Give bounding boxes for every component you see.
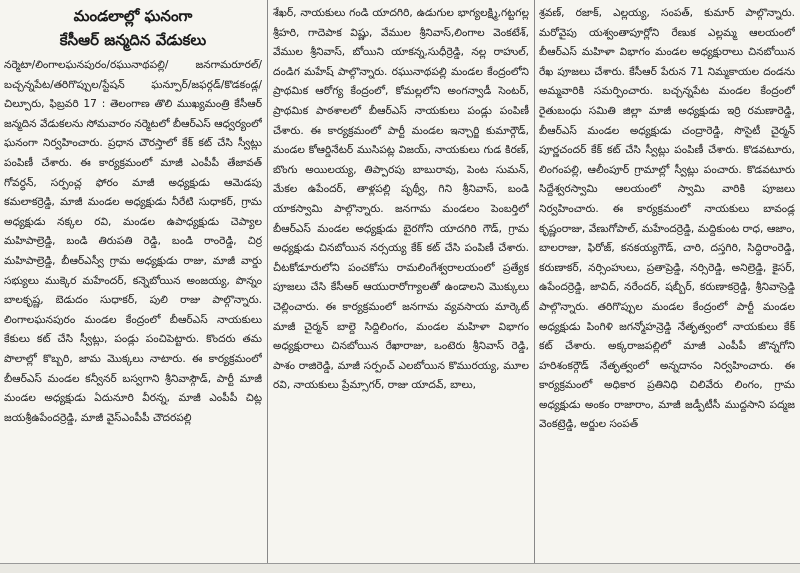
dateline: నర్మెటా/లింగాలఘనపురం/రఘునాథపల్లి/ జనగామరూరల్/బచ్చన్నపేట/తరిగొప్పుల/స్టేషన్ ఘన్పూర్/జఫర్గడ్/కొడకండ్ల/చిల్పూరు, ఫిబ్రవరి 17 : xyxy=(4,59,262,111)
column-divider xyxy=(534,0,535,563)
headline-line-2: కేసీఆర్ జన్మదిన వేడుకలు xyxy=(59,31,207,49)
headline-block xyxy=(4,4,262,52)
article-body-part-1: తెలంగాణ తొలి ముఖ్యమంత్రి కేసీఆర్ జన్మదిన వేడుకలను సోమవారం నర్మెటలో బీఆర్ఎస్ ఆధ్వర్యంలో ఘనంగా నిర్వహించారు. ప్రధాన చౌరస్తాలో కేక్ కట్ చేసి స్వీట్లు పంపిణీ చేశారు. ఈ కార్యక్రమంలో మాజీ ఎంపీపీ తేజావత్ గోవర్ధన్, సర్పంచ్ల ఫోరం మాజీ అధ్యక్షుడు ఆమెడపు కమలాకర్రెడ్డి, మాజీ మండల అధ్యక్షుడు నీరేటి సుధాకర్, గ్రామ అధ్యక్షుడు నక్కల రవి, మండల ఉపాధ్యక్షుడు చెప్యాల మహిపాల్రెడ్డి, బండి తిరుపతి రెడ్డి, బండి రాంరెడ్డి, చిర్ర మహిపాల్రెడ్డి, బీఆర్ఎస్వీ గ్రామ అధ్యక్షుడు రాజు, మాజీ వార్డు సభ్యులు ముక్కెర మహేందర్, కన్నెబోయిన అంజయ్య, పొన్నం బాలకృష్ణ, బెడుదం సుధాకర్, పులి రాజు పాల్గొన్నారు. లింగాలఘనపురం మండల కేంద్రంలో బీఆర్ఎస్ నాయకులు కేకులు కట్ చేసి స్వీట్లు, పండ్లు పంచిపెట్టారు. కొందరు తమ పొలాల్లో కొబ్బరి, జామ మొక్కలు నాటారు. ఈ కార్యక్రమంలో బీఆర్ఎస్ మండల కన్వీనర్ బస్వగాని శ్రీనివాస్గౌడ్, పార్టీ మాజీ మండల అధ్యక్షుడు ఏదునూరి వీరన్న, మాజీ ఎంపీపీ చిట్ల జయశ్రీఉపేందర్రెడ్డి, మాజీ వైస్ఎంపీపీ చౌదరపల్లి xyxy=(4,98,262,424)
column-divider xyxy=(267,0,268,563)
article-body-part-3: శ్రవణ్, రజాక్, ఎల్లయ్య, సంపత్, కుమార్ పాల్గొన్నారు. మరోవైపు యశ్వంతాపూర్లోని రేణుక ఎల్లమ్మ ఆలయంలో బీఆర్ఎస్ మహిళా విభాగం మండల అధ్యక్షురాలు చినబోయిన రేఖ పూజలు చేశారు. కేసీఆర్ పేరున 71 నిమ్మకాయల దండను అమ్మవారికి సమర్పించారు. బచ్చన్నపేట మండల కేంద్రంలో రైతుబంధు సమితి జిల్లా మాజీ అధ్యక్షుడు ఇర్రి రమణారెడ్డి, బీఆర్ఎస్ మండల అధ్యక్షుడు చంద్రారెడ్డి, సొసైటీ చైర్మన్ పూర్ణచందర్ కేక్ కట్ చేసి స్వీట్లు పంపిణీ చేశారు. కొడవటూరు, లింగంపల్లి, ఆలీంపూర్ గ్రామాల్లో స్వీట్లు పంచారు. కొడవటూరు సిద్దేశ్వరస్వామి ఆలయంలో స్వామి వారికి పూజలు నిర్వహించారు. ఈ కార్యక్రమంలో నాయకులు బావండ్ల కృష్ణంరాజు, వేణుగోపాల్, మహేందర్రెడ్డి, మద్దికుంట రాధ, ఆజాం, బాలరాజు, ఫిరోజ్, కనకయ్యగౌడ్, చారి, దస్తగిరి, సిద్ధిరాంరెడ్డి, కరుణాకర్, నర్సింహులు, ప్రతాప్రెడ్డి, నర్సిరెడ్డి, అనిల్రెడ్డి, కైసర్, ఉపేందర్రెడ్డి, జావిద్, నరేందర్, షబ్బీర్, కరుణాకర్రెడ్డి, శ్రీనివాస్రెడ్డి పాల్గొన్నారు. తరిగొప్పుల మండల కేంద్రంలో పార్టీ మండల అధ్యక్షుడు పింగిళి జగన్మోహన్రెడ్డి నేతృత్వంలో నాయకులు కేక్ కట్ చేశారు. అక్కరాజపల్లిలో మాజీ ఎంపీపీ జొన్నగోని హరిశంకర్గౌడ్ నేతృత్వంలో అన్నదానం నిర్వహించారు. ఈ కార్యక్రమంలో అధికార ప్రతినిధి చిలివేరు లింగం, గ్రామ అధ్యక్షుడు అంకం రాజారాం, మాజీ జడ్పీటీసీ ముద్దసాని పద్మజ వెంకట్రెడ్డి, అర్జుల సంపత్ xyxy=(539,7,795,431)
article-column-3 xyxy=(539,4,795,561)
headline-line-1: మండలాల్లో ఘనంగా xyxy=(73,7,193,25)
article-column-1 xyxy=(4,4,262,561)
article-column-2 xyxy=(273,4,529,561)
article-body-part-2: శేఖర్, నాయకులు గండి యాదగిరి, ఉడుగుల భాగ్యలక్ష్మి,గట్టగల్ల శ్రీహరి, గాదెపాక విష్ణు, వేముల శ్రీనివాస్,లింగాల వెంకటేశ్, వేముల శ్రీనివాస్, బోయిని యాకన్న,సుధీర్రెడ్డి, నల్ల రాహుల్, దండిగ మహేష్ పాల్గొన్నారు. రఘునాథపల్లి మండల కేంద్రంలోని ప్రాథమిక ఆరోగ్య కేంద్రంలో, కోమల్లలోని అంగన్వాడీ సెంటర్, ప్రాథమిక పాఠశాలలో బీఆర్ఎస్ నాయకులు పండ్లు పంపిణీ చేశారు. ఈ కార్యక్రమంలో పార్టీ మండల ఇన్చార్జి కుమార్గౌడ్, మండల కోఆర్డినేటర్ ముసిపట్ల విజయ్, నాయకులు గుడ కిరణ్, బొంగు అయిలయ్య, తిప్పారపు బాబురావు, పెంట సుమన్, మేకల ఉపేందర్, తాళ్లపల్లి పృథ్వీ, గిని శ్రీనివాస్, బండి యాకస్వామి పాల్గొన్నారు. జనగామ మండలం పెంబర్తిలో బీఆర్ఎస్ మండల అధ్యక్షుడు బైరగోని యాదగిరి గౌడ్, గ్రామ అధ్యక్షుడు చినబోయిన నర్సయ్య కేక్ కట్ చేసి పంపిణీ చేశారు. చీటకోడూరులోని పంచకోసు రామలింగేశ్వరాలయంలో ప్రత్యేక పూజలు చేసి కేసీఆర్ ఆయురారోగ్యాలతో ఉండాలని మొక్కులు చెల్లించారు. ఈ కార్యక్రమంలో జనగామ వ్యవసాయ మార్కెట్ మాజీ చైర్మన్ బాల్దె సిద్దిలింగం, మండల మహిళా విభాగం అధ్యక్షురాలు చినబోయిన రేఖారాజు, ఒంటెరు శ్రీనివాస్ రెడ్డి, పాశం రాజిరెడ్డి, మాజీ సర్పంచ్ ఎలబోయిన కొమురయ్య, మూల రవి, నాయకులు ప్రేమ్సాగర్, రాజు యాదవ్, బాలు, xyxy=(273,7,529,392)
clipping-bottom-edge xyxy=(0,563,800,573)
